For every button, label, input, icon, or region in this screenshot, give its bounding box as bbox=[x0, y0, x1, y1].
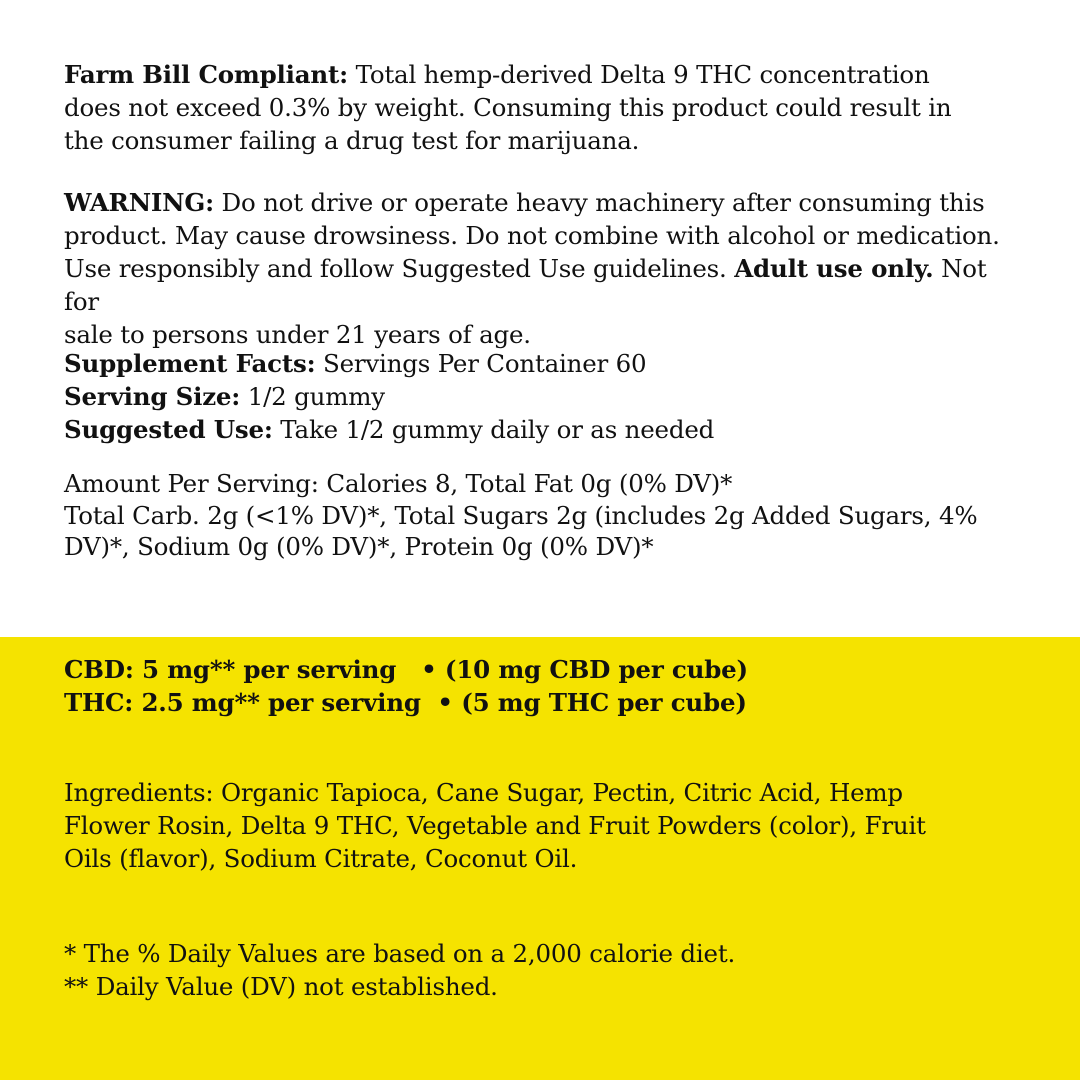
amount-line-2: Total Carb. 2g (<1% DV)*, Total Sugars 2g (includes 2g Added Sugars, 4% bbox=[64, 500, 978, 530]
supplement-facts-value: Servings Per Container 60 bbox=[315, 349, 647, 378]
warning-line-2: product. May cause drowsiness. Do not combine with alcohol or medication. bbox=[64, 221, 1000, 250]
warning-line-3 bbox=[64, 252, 1024, 318]
supplement-facts-label: Supplement Facts: bbox=[64, 349, 316, 378]
warning-text-3-end: Not for bbox=[64, 254, 987, 316]
warning-label: WARNING: bbox=[64, 188, 214, 217]
serving-size-label: Serving Size: bbox=[64, 382, 241, 411]
footnotes bbox=[64, 937, 1024, 1003]
ingredients-line-1: Ingredients: Organic Tapioca, Cane Sugar, Pectin, Citric Acid, Hemp bbox=[64, 778, 903, 807]
daily-values-footnote: * The % Daily Values are based on a 2,000 calorie diet. bbox=[64, 939, 736, 968]
ingredients-paragraph bbox=[64, 776, 1024, 875]
cbd-per-serving: CBD: 5 mg** per serving • (10 mg CBD per cube) bbox=[64, 655, 748, 684]
dv-not-established-footnote: ** Daily Value (DV) not established. bbox=[64, 972, 498, 1001]
ingredients-line-2: Flower Rosin, Delta 9 THC, Vegetable and Fruit Powders (color), Fruit bbox=[64, 811, 926, 840]
amount-per-serving bbox=[64, 468, 1024, 563]
farm-bill-line-1 bbox=[64, 58, 1024, 91]
supplement-facts bbox=[64, 347, 1024, 446]
warning-text-3: Use responsibly and follow Suggested Use guidelines. bbox=[64, 254, 735, 283]
ingredients-line-3: Oils (flavor), Sodium Citrate, Coconut Oil. bbox=[64, 844, 578, 873]
farm-bill-paragraph bbox=[64, 58, 1024, 157]
warning-line-4: sale to persons under 21 years of age. bbox=[64, 320, 531, 349]
farm-bill-label: Farm Bill Compliant: bbox=[64, 60, 349, 89]
suggested-use-value: Take 1/2 gummy daily or as needed bbox=[272, 415, 715, 444]
warning-line-1 bbox=[64, 186, 1024, 219]
suggested-use bbox=[64, 413, 1024, 446]
servings-per-container bbox=[64, 347, 1024, 380]
amount-line-1: Amount Per Serving: Calories 8, Total Fat 0g (0% DV)* bbox=[64, 469, 733, 498]
serving-size bbox=[64, 380, 1024, 413]
serving-size-value: 1/2 gummy bbox=[240, 382, 385, 411]
warning-text-1: Do not drive or operate heavy machinery after consuming this bbox=[213, 188, 985, 217]
thc-per-serving: THC: 2.5 mg** per serving • (5 mg THC per cube) bbox=[64, 688, 747, 717]
adult-use-label: Adult use only. bbox=[734, 254, 934, 283]
suggested-use-label: Suggested Use: bbox=[64, 415, 273, 444]
amount-line-3: DV)*, Sodium 0g (0% DV)*, Protein 0g (0% DV)* bbox=[64, 532, 654, 561]
farm-bill-text-1: Total hemp-derived Delta 9 THC concentration bbox=[348, 60, 930, 89]
warning-paragraph bbox=[64, 186, 1024, 351]
potency-info bbox=[64, 653, 1024, 719]
farm-bill-line-2: does not exceed 0.3% by weight. Consuming this product could result in bbox=[64, 93, 952, 122]
farm-bill-line-3: the consumer failing a drug test for marijuana. bbox=[64, 126, 640, 155]
